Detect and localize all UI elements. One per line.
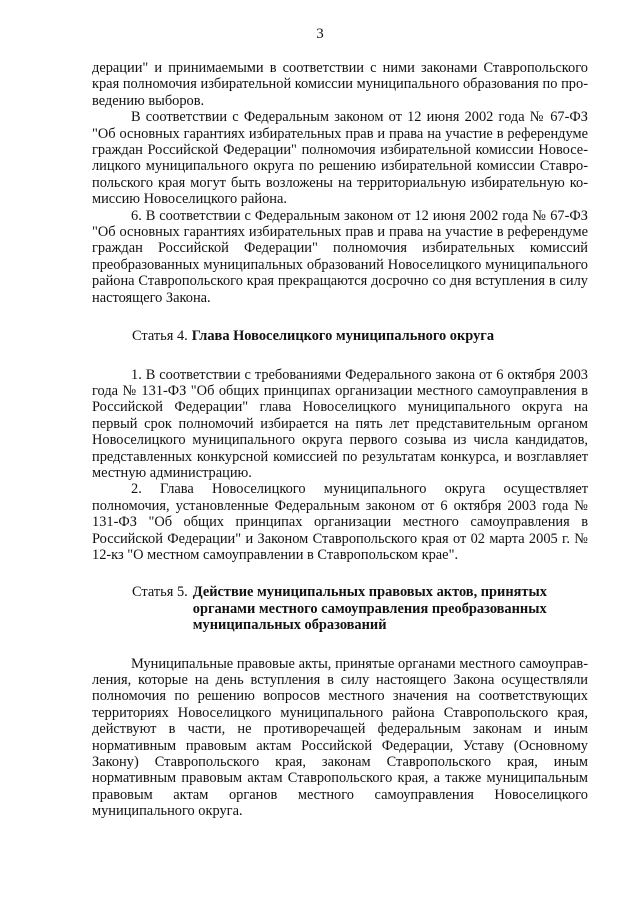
article-4-title: Глава Новоселицкого муниципального округа <box>191 328 495 345</box>
article-5-number: Статья 5. <box>132 584 188 601</box>
paragraph-article4-part1: 1. В соответствии с требованиями Федерального закона от 6 октября 2003 года № 131-ФЗ "Об общих принципах организации местного самоуправления в Российской Федерации" глава Новоселицкого муниципального округа на первый срок полномочий избирается на пять лет представительным органом Новоселицкого муниципального округа первого созыва из числа кандидатов, представленных конкурсной комиссией по результатам конкурса, и возглавляет местную администрацию. <box>92 366 588 481</box>
paragraph-continuation: дерации" и принимаемыми в соответствии с ними законами Ставропольского края полномочия избирательной комиссии муниципального образования по проведению выборов. <box>92 60 588 109</box>
paragraph-article5: Муниципальные правовые акты, принятые органами местного самоуправления, которые на день вступления в силу настоящего Закона осуществляли полномочия по решению вопросов местного значения на соответствующих территориях Новоселицкого муниципального района Ставропольского края, действуют в части, не противоречащей федеральным законам и иным нормативным правовым актам Российской Федерации, Уставу (Основному Закону) Ставропольского края, законам Ставропольского края, иным нормативным правовым актам Ставропольского края, а также муниципальным правовым актам органов местного самоуправления Новоселицкого муниципального округа. <box>92 655 588 820</box>
paragraph-article3-part6: 6. В соответствии с Федеральным законом от 12 июня 2002 года № 67-ФЗ "Об основных гарантиях избирательных прав и права на участие в референдуме граждан Российской Федерации" полномочия избирательных комиссий преобразованных муниципальных образований Новоселицкого муниципального района Ставропольского края прекращаются досрочно со дня вступления в силу настоящего Закона. <box>92 207 588 306</box>
article-5-heading <box>92 584 588 633</box>
page-number: 3 <box>316 26 324 42</box>
article-5-title: Действие муниципальных правовых актов, принятых органами местного самоуправления преобразованных муниципальных образований <box>192 584 547 634</box>
paragraph-article3-part5: В соответствии с Федеральным законом от 12 июня 2002 года № 67-ФЗ "Об основных гарантиях избирательных прав и права на участие в референдуме граждан Российской Федерации" полномочия избирательной комиссии Новоселицкого муниципального округа по решению избирательной комиссии Ставропольского края могут быть возложены на территориальную избирательную комиссию Новоселицкого района. <box>92 109 588 208</box>
article-4-number: Статья 4. <box>132 328 188 345</box>
paragraph-article4-part2: 2. Глава Новоселицкого муниципального округа осуществляет полномочия, установленные Федеральным законом от 6 октября 2003 года № 131-ФЗ "Об общих принципах организации местного самоуправления в Российской Федерации" и Законом Ставропольского края от 02 марта 2005 г. № 12-кз "О местном самоуправлении в Ставропольском крае". <box>92 481 588 563</box>
document-body <box>92 60 588 820</box>
article-4-heading <box>92 328 588 344</box>
